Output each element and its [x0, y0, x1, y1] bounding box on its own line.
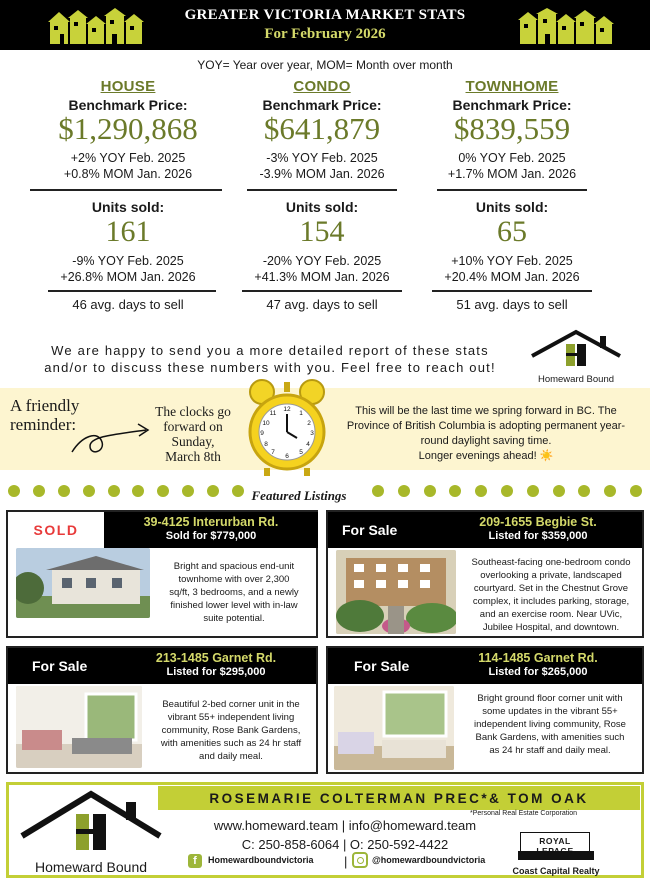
dot — [578, 485, 590, 497]
units-yoy: -20% YOY Feb. 2025 — [262, 254, 382, 268]
svg-text:1: 1 — [299, 410, 303, 417]
listing-address: 209-1655 Begbie St. — [479, 515, 597, 529]
clocks-note: The clocks go forward on Sunday, March 8th — [155, 404, 231, 464]
svg-text:3: 3 — [310, 430, 314, 437]
status-badge: For Sale — [342, 522, 398, 538]
svg-text:7: 7 — [271, 449, 275, 456]
listing-address-block — [438, 651, 638, 678]
agents-banner — [158, 786, 640, 810]
dot — [83, 485, 95, 497]
svg-text:6: 6 — [285, 453, 289, 460]
house-roof-icon — [16, 786, 166, 856]
listing-photo — [16, 548, 150, 618]
dot — [501, 485, 513, 497]
svg-text:8: 8 — [264, 441, 268, 448]
facebook-handle[interactable]: Homewardboundvictoria — [208, 855, 314, 865]
page-subtitle: For February 2026 — [264, 26, 386, 42]
listing-photo — [16, 686, 142, 768]
units-label: Units sold: — [91, 199, 165, 215]
benchmark-price: $641,879 — [263, 111, 381, 146]
units-label: Units sold: — [475, 199, 549, 215]
category-title: TOWNHOME — [465, 78, 559, 95]
dot — [398, 485, 410, 497]
dot — [157, 485, 169, 497]
agent-names: ROSEMARIE COLTERMAN PREC*& TOM OAK — [209, 791, 589, 806]
stat-column-house — [28, 78, 228, 312]
divider — [247, 189, 397, 191]
listing-card-2[interactable] — [326, 510, 644, 638]
listing-card-3[interactable] — [6, 646, 318, 774]
listing-card-1[interactable] — [6, 510, 318, 638]
svg-text:2: 2 — [307, 420, 311, 427]
divider — [242, 290, 402, 292]
dot — [475, 485, 487, 497]
listing-description: Southeast-facing one-bedroom condo overlooking a private, landscaped courtyard. Set in the Chestnut Grove complex, it includes parking, storage, and an exercise room. Near UVic, Jubilee Hospital, and downtown. — [471, 557, 631, 633]
category-title: CONDO — [293, 78, 351, 95]
svg-text:9: 9 — [260, 430, 264, 437]
instagram-handle[interactable]: @homewardboundvictoria — [372, 855, 486, 865]
house-roof-icon — [528, 328, 624, 368]
listing-description: Bright ground floor corner unit with some updates in the vibrant 55+ independent living community, Rose Bank Gardens, with amenities such as 24 hr staff and daily meal. — [474, 693, 626, 756]
listing-header — [104, 512, 318, 548]
brand-name: Homeward Bound — [34, 859, 148, 875]
dot — [58, 485, 70, 497]
days-to-sell: 47 avg. days to sell — [266, 297, 378, 312]
dot — [132, 485, 144, 497]
svg-text:4: 4 — [306, 441, 310, 448]
units-sold: 161 — [105, 215, 151, 248]
dot-divider-left — [8, 485, 244, 499]
abbreviation-legend: YOY= Year over year, MOM= Month over month — [197, 58, 453, 72]
listing-address: 114-1485 Garnet Rd. — [478, 651, 598, 665]
divider — [30, 189, 222, 191]
phone-numbers[interactable]: C: 250-858-6064 | O: 250-592-4422 — [241, 837, 449, 852]
dot — [527, 485, 539, 497]
dot — [372, 485, 384, 497]
listing-address: 39-4125 Interurban Rd. — [143, 515, 279, 529]
svg-text:10: 10 — [262, 420, 270, 427]
listing-address: 213-1485 Garnet Rd. — [155, 651, 277, 665]
units-mom: +20.4% MOM Jan. 2026 — [444, 270, 580, 284]
dot-divider-right — [372, 485, 642, 499]
facebook-icon[interactable]: f — [188, 854, 202, 868]
days-to-sell: 46 avg. days to sell — [72, 297, 184, 312]
dot — [424, 485, 436, 497]
separator: | — [344, 854, 348, 869]
dot — [33, 485, 45, 497]
contact-message: We are happy to send you a more detailed report of these stats and/or to discuss these numbers with you. Feel free to reach out! — [44, 343, 496, 375]
dot — [553, 485, 565, 497]
benchmark-price: $1,290,868 — [58, 111, 198, 146]
benchmark-label: Benchmark Price: — [452, 97, 572, 113]
listing-card-4[interactable] — [326, 646, 644, 774]
listing-description: Bright and spacious end-unit townhome with over 2,300 sq/ft, 3 bedrooms, and a newly finished lower level with in-law suite potential. — [169, 561, 299, 624]
dot — [182, 485, 194, 497]
benchmark-price: $839,559 — [453, 111, 571, 146]
curly-arrow-icon — [68, 416, 154, 464]
listing-header — [328, 648, 642, 684]
svg-text:5: 5 — [299, 449, 303, 456]
units-mom: +41.3% MOM Jan. 2026 — [254, 270, 390, 284]
dst-note: This will be the last time we spring forward in BC. The Province of British Columbia is adopting permanent year- round daylight saving time. Longer evenings ahead! ☀️ — [346, 405, 626, 462]
web-email[interactable]: www.homeward.team | info@homeward.team — [213, 818, 477, 833]
units-sold: 154 — [299, 215, 345, 248]
divider — [48, 290, 216, 292]
dot — [207, 485, 219, 497]
listing-price: Listed for $295,000 — [166, 666, 266, 678]
dot — [449, 485, 461, 497]
listing-address-block — [438, 515, 638, 542]
price-yoy: +2% YOY Feb. 2025 — [70, 151, 186, 165]
listing-address-block — [118, 651, 314, 678]
alarm-clock-icon — [246, 374, 328, 478]
contact-block — [180, 816, 510, 854]
benchmark-label: Benchmark Price: — [262, 97, 382, 113]
featured-listings-title: Featured Listings — [251, 488, 347, 503]
dot — [8, 485, 20, 497]
royal-lepage-bar — [518, 851, 594, 860]
listing-header — [8, 648, 316, 684]
brand-name: Homeward Bound — [537, 374, 615, 385]
status-badge: For Sale — [32, 658, 88, 674]
brokerage-name: Coast Capital Realty — [512, 866, 600, 876]
units-label: Units sold: — [285, 199, 359, 215]
royal-lepage-text: ROYAL — [539, 836, 571, 846]
homeward-bound-logo-small — [528, 328, 624, 385]
page-title: GREATER VICTORIA MARKET STATS — [184, 7, 466, 23]
category-title: HOUSE — [100, 78, 156, 95]
stat-column-condo — [222, 78, 422, 312]
svg-text:12: 12 — [283, 406, 291, 413]
listing-price: Sold for $779,000 — [165, 530, 257, 542]
divider — [432, 290, 592, 292]
svg-text:11: 11 — [269, 410, 277, 417]
instagram-icon[interactable] — [352, 852, 368, 868]
price-yoy: -3% YOY Feb. 2025 — [266, 151, 378, 165]
stat-column-townhome — [412, 78, 612, 312]
listing-photo — [334, 686, 454, 770]
status-badge: For Sale — [354, 658, 410, 674]
price-mom: +0.8% MOM Jan. 2026 — [63, 167, 193, 181]
price-mom: +1.7% MOM Jan. 2026 — [447, 167, 577, 181]
price-mom: -3.9% MOM Jan. 2026 — [259, 167, 385, 181]
prec-footnote: *Personal Real Estate Corporation — [470, 810, 578, 817]
status-label-box — [8, 512, 104, 548]
units-sold: 65 — [497, 215, 527, 248]
price-yoy: 0% YOY Feb. 2025 — [458, 151, 566, 165]
listing-price: Listed for $359,000 — [488, 530, 588, 542]
listing-photo — [336, 550, 456, 634]
units-yoy: +10% YOY Feb. 2025 — [451, 254, 573, 268]
benchmark-label: Benchmark Price: — [68, 97, 188, 113]
sold-badge: SOLD — [33, 522, 79, 538]
units-mom: +26.8% MOM Jan. 2026 — [60, 270, 196, 284]
dot — [630, 485, 642, 497]
units-yoy: -9% YOY Feb. 2025 — [72, 254, 184, 268]
listing-description: Beautiful 2-bed corner unit in the vibrant 55+ independent living community, Rose Bank Gardens, with amenities such as 24 hr staff and daily meal. — [160, 699, 302, 762]
days-to-sell: 51 avg. days to sell — [456, 297, 568, 312]
reminder-label: A friendly reminder: — [10, 396, 80, 434]
listing-header — [328, 512, 642, 548]
homeward-bound-logo — [16, 786, 166, 874]
divider — [437, 189, 587, 191]
dot — [604, 485, 616, 497]
listing-price: Listed for $265,000 — [488, 666, 588, 678]
dot — [108, 485, 120, 497]
